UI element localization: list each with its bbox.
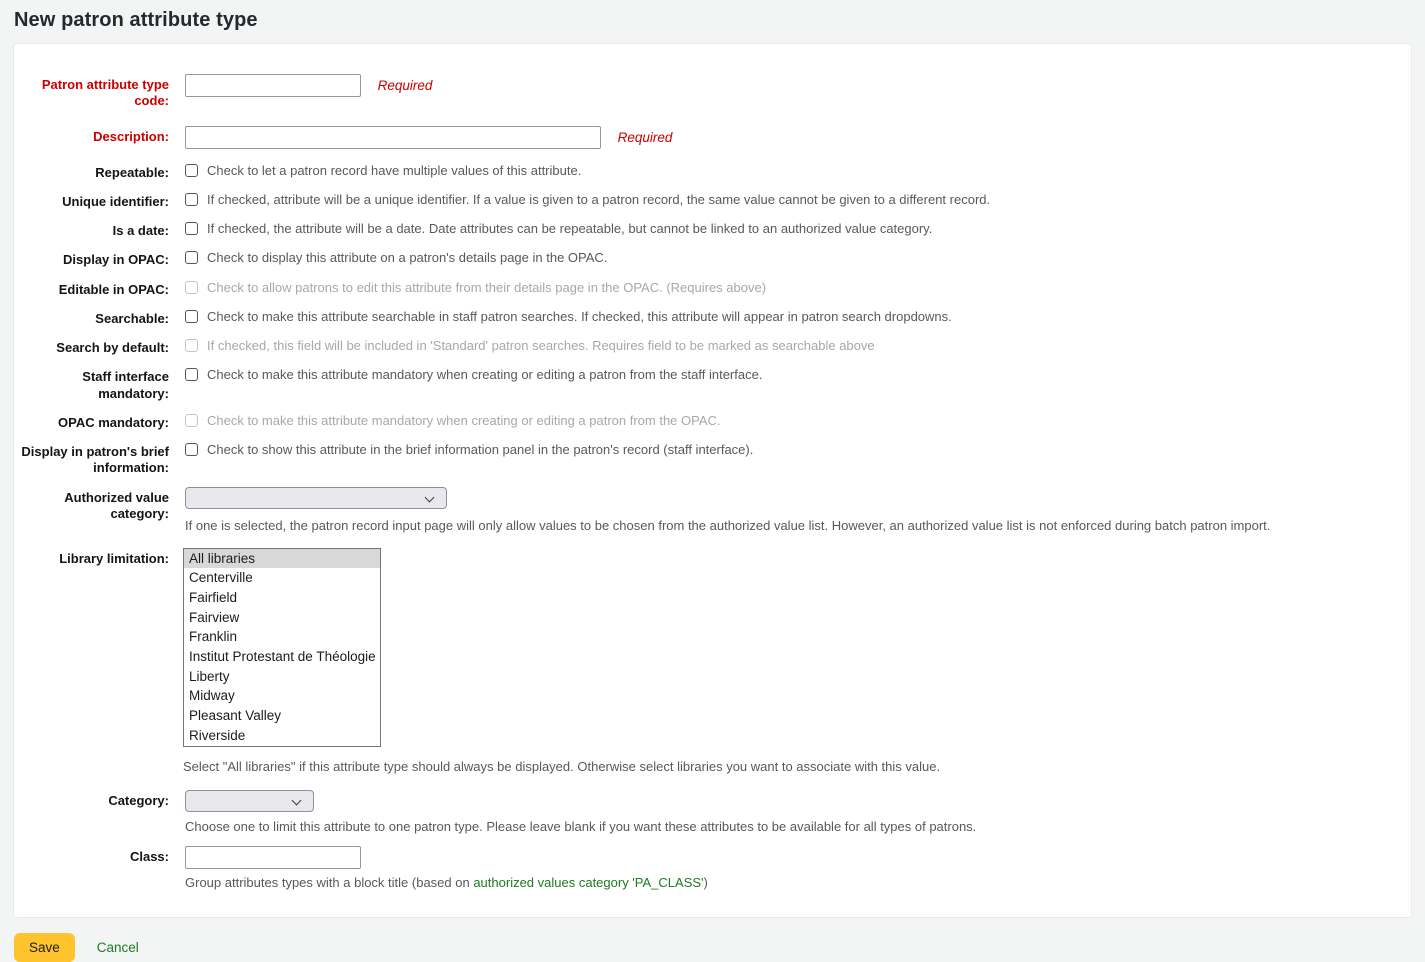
searchable-checkbox[interactable] — [185, 310, 198, 323]
is-a-date-hint: If checked, the attribute will be a date. Date attributes can be repeatable, but cannot be linked to an authorized value category. — [207, 221, 933, 236]
field-row-code — [14, 74, 1391, 110]
class-hint-suffix: ) — [703, 874, 708, 890]
authorized-value-category-label: Authorized value category: — [64, 489, 169, 521]
library-option[interactable]: All libraries — [184, 549, 380, 569]
authorized-value-category-select[interactable] — [185, 487, 447, 509]
searchable-hint: Check to make this attribute searchable in staff patron searches. If checked, this attribute will appear in patron search dropdowns. — [207, 308, 952, 324]
description-input[interactable] — [185, 126, 601, 149]
library-option[interactable]: Centerville — [189, 570, 253, 586]
patron-attribute-code-label: Patron attribute type code: — [41, 77, 169, 109]
library-option[interactable]: Franklin — [189, 629, 238, 645]
library-limitation-select[interactable] — [183, 548, 381, 747]
opac-mandatory-checkbox — [185, 414, 198, 427]
field-row-class — [14, 846, 1391, 891]
editable-in-opac-hint: Check to allow patrons to edit this attribute from their details page in the OPAC. (Requires above) — [207, 279, 767, 295]
library-option[interactable]: Fairfield — [189, 589, 238, 605]
repeatable-checkbox[interactable] — [185, 164, 198, 177]
chevron-down-icon — [425, 492, 435, 502]
patron-attribute-code-input[interactable] — [185, 74, 361, 97]
field-row-repeatable — [14, 162, 1391, 181]
field-row-searchable — [14, 308, 1391, 327]
field-row-search-by-default — [14, 337, 1391, 356]
library-option[interactable]: Fairview — [189, 609, 240, 625]
field-row-unique-identifier — [14, 191, 1391, 210]
authorized-values-category-link[interactable]: authorized values category 'PA_CLASS' — [473, 874, 704, 890]
unique-identifier-hint: If checked, attribute will be a unique identifier. If a value is given to a patron record, the same value cannot be given to a different record. — [207, 191, 991, 207]
required-note: Required — [377, 78, 433, 93]
display-in-brief-hint: Check to show this attribute in the brief information panel in the patron's record (staff interface). — [207, 442, 754, 457]
field-row-display-in-opac — [14, 249, 1391, 268]
display-in-opac-label: Display in OPAC: — [63, 252, 169, 268]
field-row-category — [14, 790, 1391, 835]
searchable-label: Searchable: — [95, 310, 169, 326]
staff-interface-mandatory-hint: Check to make this attribute mandatory when creating or editing a patron from the staff interface. — [207, 367, 763, 383]
staff-interface-mandatory-label: Staff interface mandatory: — [82, 369, 169, 401]
page-title: New patron attribute type — [14, 9, 258, 31]
staff-interface-mandatory-checkbox[interactable] — [185, 368, 198, 381]
required-note: Required — [617, 129, 673, 145]
search-by-default-hint: If checked, this field will be included in 'Standard' patron searches. Requires field to be marked as searchable above — [207, 338, 875, 353]
field-row-authorized-value-category — [14, 487, 1391, 534]
is-a-date-checkbox[interactable] — [185, 222, 198, 235]
category-hint: Choose one to limit this attribute to one patron type. Please leave blank if you want these attributes to be available for all types of patrons. — [185, 818, 977, 834]
description-label: Description: — [93, 128, 169, 144]
cancel-link[interactable]: Cancel — [96, 939, 139, 955]
field-row-staff-interface-mandatory — [14, 366, 1391, 402]
repeatable-label: Repeatable: — [95, 164, 169, 180]
class-label: Class: — [129, 848, 169, 864]
field-row-opac-mandatory — [14, 412, 1391, 431]
library-limitation-hint: Select "All libraries" if this attribute type should always be displayed. Otherwise select libraries you want to associate with this value. — [183, 758, 941, 774]
chevron-down-icon — [292, 795, 302, 805]
class-input[interactable] — [185, 846, 361, 869]
display-in-opac-checkbox[interactable] — [185, 251, 198, 264]
unique-identifier-checkbox[interactable] — [185, 193, 198, 206]
library-option[interactable]: Pleasant Valley — [189, 708, 282, 724]
unique-identifier-label: Unique identifier: — [62, 193, 169, 209]
field-row-description — [14, 126, 1391, 149]
editable-in-opac-label: Editable in OPAC: — [58, 281, 169, 297]
field-row-editable-in-opac — [14, 279, 1391, 298]
category-label: Category: — [108, 792, 169, 808]
library-option[interactable]: Liberty — [189, 668, 230, 684]
repeatable-hint: Check to let a patron record have multiple values of this attribute. — [207, 162, 582, 178]
opac-mandatory-hint: Check to make this attribute mandatory when creating or editing a patron from the OPAC. — [207, 412, 721, 428]
field-row-display-in-brief — [14, 441, 1391, 477]
authorized-value-category-hint: If one is selected, the patron record input page will only allow values to be chosen from the authorized value list. However, an authorized value list is not enforced during batch patron import. — [185, 517, 1271, 533]
field-row-library-limitation — [14, 548, 1391, 775]
library-option[interactable]: Midway — [189, 688, 235, 704]
form-actions — [0, 918, 1425, 962]
library-option[interactable]: Riverside — [189, 727, 246, 743]
library-option[interactable]: Institut Protestant de Théologie — [189, 649, 376, 665]
display-in-brief-label: Display in patron's brief information: — [21, 444, 169, 476]
field-row-is-a-date — [14, 220, 1391, 239]
library-limitation-label: Library limitation: — [59, 550, 169, 566]
class-hint-prefix: Group attributes types with a block title (based on — [185, 874, 474, 890]
editable-in-opac-checkbox — [185, 281, 198, 294]
display-in-brief-checkbox[interactable] — [185, 443, 198, 456]
save-button[interactable]: Save — [14, 933, 75, 962]
search-by-default-label: Search by default: — [56, 340, 169, 355]
opac-mandatory-label: OPAC mandatory: — [58, 414, 169, 430]
search-by-default-checkbox — [185, 339, 198, 352]
category-select[interactable] — [185, 790, 314, 812]
new-patron-attribute-form — [13, 43, 1412, 918]
is-a-date-label: Is a date: — [112, 223, 169, 238]
class-hint — [185, 875, 708, 891]
display-in-opac-hint: Check to display this attribute on a patron's details page in the OPAC. — [207, 250, 608, 266]
